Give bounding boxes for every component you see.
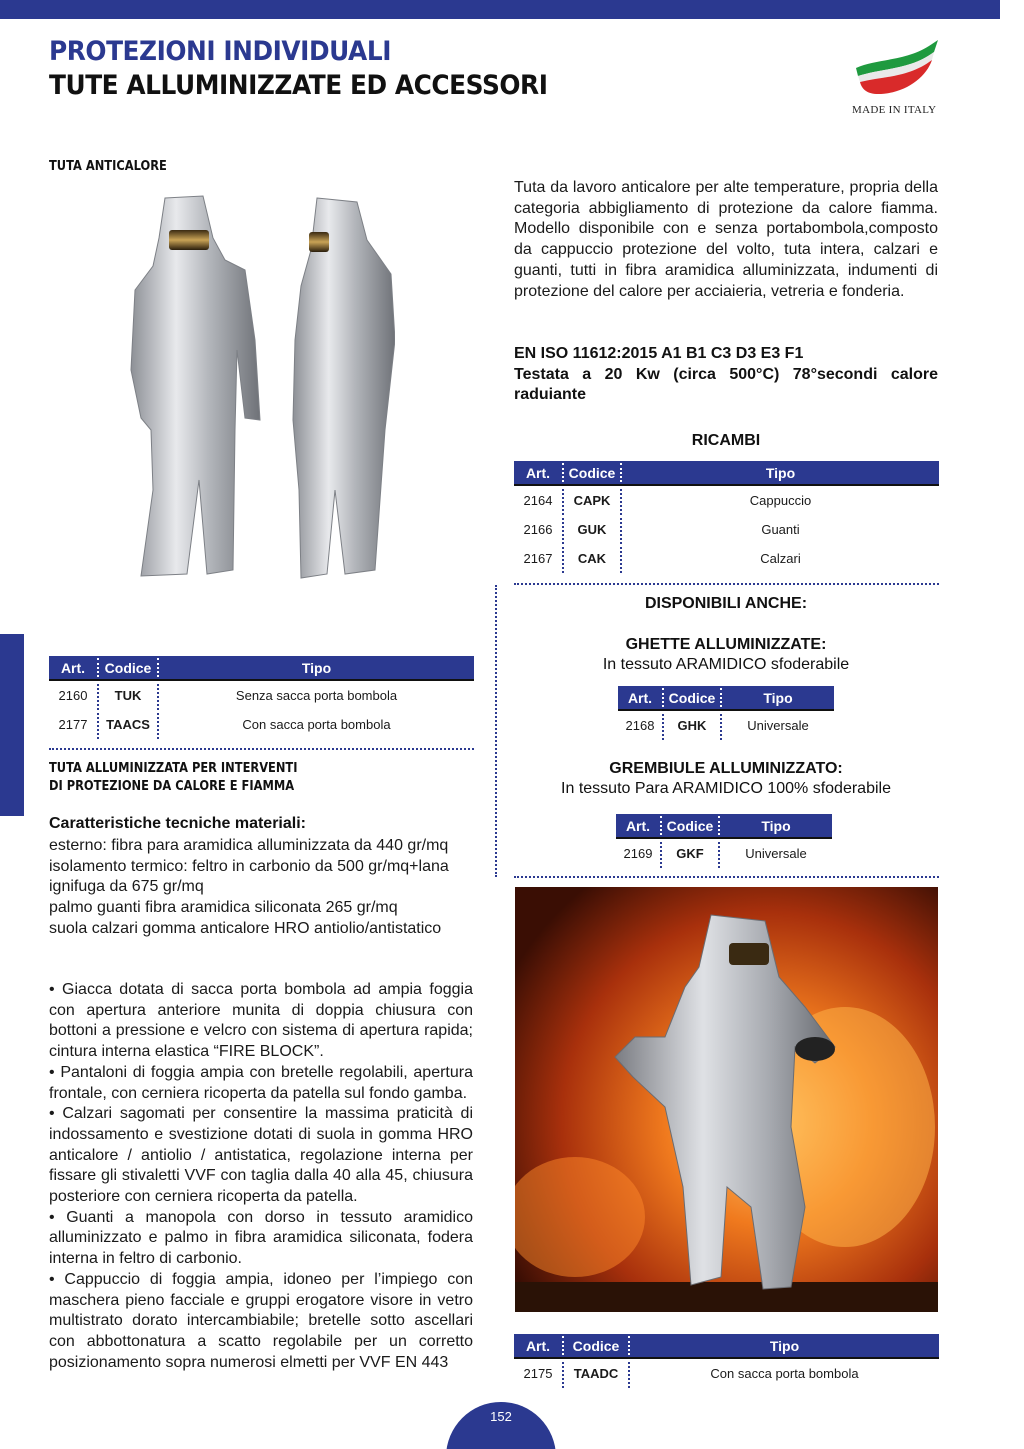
norm-test: Testata a 20 Kw (circa 500°C) 78°secondi calore raduiante bbox=[514, 365, 938, 404]
cell-codice: GKF bbox=[676, 846, 704, 861]
table-header bbox=[49, 656, 474, 681]
cell-art: 2169 bbox=[623, 846, 653, 861]
characteristic-item: suola calzari gomma anticalore HRO antiolio/antistatico bbox=[49, 919, 442, 937]
intervento-table bbox=[514, 1334, 939, 1388]
characteristic-item: esterno: fibra para aramidica alluminizzata da 440 gr/mq bbox=[49, 837, 449, 854]
table-row bbox=[618, 711, 834, 740]
cell-art: 2166 bbox=[523, 522, 553, 537]
grembiule-title: GREMBIULE ALLUMINIZZATO: bbox=[609, 760, 843, 777]
section-label-intervento-1: TUTA ALLUMINIZZATA PER INTERVENTI bbox=[49, 761, 298, 776]
norm-standard: EN ISO 11612:2015 A1 B1 C3 D3 E3 F1 bbox=[514, 345, 804, 362]
table-row bbox=[616, 839, 832, 868]
col-art: Art. bbox=[60, 660, 86, 676]
table-header bbox=[616, 814, 832, 839]
table-header bbox=[514, 1334, 939, 1359]
top-color-bar bbox=[0, 0, 1000, 19]
table-row bbox=[514, 544, 939, 573]
ghette-subtitle: In tessuto ARAMIDICO sfoderabile bbox=[602, 656, 850, 673]
col-codice: Codice bbox=[668, 690, 716, 706]
table-header bbox=[514, 461, 939, 486]
cell-tipo: Guanti bbox=[761, 522, 800, 537]
feature-item: • Pantaloni di foggia ampia con bretelle regolabili, apertura frontale, con cerniera ricoperta da patella sul fondo gamba. bbox=[49, 1063, 473, 1102]
divider-dotted bbox=[49, 748, 474, 750]
cell-tipo: Con sacca porta bombola bbox=[242, 717, 391, 732]
cell-tipo: Con sacca porta bombola bbox=[710, 1366, 859, 1381]
page-title-category: PROTEZIONI INDIVIDUALI bbox=[49, 36, 391, 67]
section-label-intervento-2: DI PROTEZIONE DA CALORE E FIAMMA bbox=[49, 779, 295, 794]
cell-codice: GUK bbox=[577, 522, 607, 537]
cell-codice: TUK bbox=[114, 688, 142, 703]
divider-dotted bbox=[514, 876, 939, 878]
front-visor bbox=[169, 230, 209, 250]
grembiule-subtitle: In tessuto Para ARAMIDICO 100% sfoderabile bbox=[561, 780, 891, 797]
cell-codice: GHK bbox=[677, 718, 707, 733]
table-row bbox=[514, 1359, 939, 1388]
italy-flag-swoosh-icon bbox=[848, 38, 944, 96]
side-section-tab bbox=[0, 634, 24, 816]
made-in-italy-logo bbox=[848, 38, 944, 120]
col-codice: Codice bbox=[572, 1338, 620, 1354]
cell-tipo: Senza sacca porta bombola bbox=[235, 688, 398, 703]
disponibili-title: DISPONIBILI ANCHE: bbox=[644, 595, 808, 612]
ghette-table bbox=[618, 686, 834, 740]
table-header bbox=[618, 686, 834, 711]
firefighter-glove bbox=[795, 1037, 835, 1061]
col-art: Art. bbox=[525, 465, 551, 481]
section-label-tuta-anticalore: TUTA ANTICALORE bbox=[49, 159, 167, 174]
col-codice: Codice bbox=[666, 818, 714, 834]
cell-art: 2177 bbox=[58, 717, 88, 732]
ghette-title: GHETTE ALLUMINIZZATE: bbox=[625, 636, 827, 653]
page-title: TUTE ALLUMINIZZATE ED ACCESSORI bbox=[49, 70, 548, 101]
characteristics-title: Caratteristiche tecniche materiali: bbox=[49, 815, 306, 832]
col-tipo: Tipo bbox=[765, 465, 796, 481]
made-in-italy-caption: MADE IN ITALY bbox=[852, 104, 937, 116]
firefighter-visor bbox=[729, 943, 769, 965]
grembiule-table bbox=[616, 814, 832, 868]
cell-tipo: Cappuccio bbox=[749, 493, 812, 508]
product-norm bbox=[514, 344, 938, 406]
table-row bbox=[514, 486, 939, 515]
cell-art: 2168 bbox=[625, 718, 655, 733]
col-tipo: Tipo bbox=[763, 690, 793, 706]
col-codice: Codice bbox=[568, 465, 616, 481]
feature-item: • Calzari sagomati per consentire la massima praticità di indossamento e svestizione dotati di suola in gomma HRO anticalore / antiolio / antistatica, regolazione interna per fissare gli stivaletti VVF con taglia dalla 40 alla 45, chiusura posteriore con cerniera ricoperta da patella. bbox=[49, 1105, 473, 1206]
ricambi-table bbox=[514, 461, 939, 573]
cell-art: 2167 bbox=[523, 551, 553, 566]
col-tipo: Tipo bbox=[769, 1338, 800, 1354]
characteristic-item: isolamento termico: feltro in carbonio da 500 gr/mq+lana ignifuga da 675 gr/mq bbox=[49, 857, 449, 896]
table-row bbox=[49, 710, 474, 739]
cell-art: 2160 bbox=[58, 688, 88, 703]
ricambi-title: RICAMBI bbox=[691, 432, 761, 449]
cell-codice: TAACS bbox=[106, 717, 150, 732]
cell-art: 2164 bbox=[523, 493, 553, 508]
table-row bbox=[49, 681, 474, 710]
col-art: Art. bbox=[625, 818, 651, 834]
col-codice: Codice bbox=[104, 660, 152, 676]
product-table bbox=[49, 656, 474, 739]
cell-tipo: Universale bbox=[745, 846, 807, 861]
col-art: Art. bbox=[525, 1338, 551, 1354]
cell-codice: CAPK bbox=[573, 493, 611, 508]
feature-item: • Guanti a manopola con dorso in tessuto aramidico alluminizzato e palmo in fibra aramidica siliconata, fodera interna in feltro di carbonio. bbox=[49, 1208, 473, 1268]
page-number: 152 bbox=[490, 1409, 512, 1424]
cell-tipo: Calzari bbox=[760, 551, 801, 566]
side-suit bbox=[293, 198, 395, 578]
cell-codice: CAK bbox=[577, 551, 607, 566]
product-photo-fire bbox=[515, 887, 938, 1312]
features-list bbox=[49, 980, 473, 1373]
product-description: Tuta da lavoro anticalore per alte temperature, propria della categoria abbigliamento di protezione da calore fiamma. Modello disponibile con e senza portabombola,composto da cappuccio protezione del volto, tuta intera, calzari e guanti, tutti in fibra aramidica alluminizzata, indumenti di protezione del calore per acciaieria, vetreria e fonderia. bbox=[514, 179, 938, 300]
col-tipo: Tipo bbox=[301, 660, 332, 676]
cell-art: 2175 bbox=[523, 1366, 553, 1381]
column-divider-dotted bbox=[495, 585, 497, 877]
characteristic-item: palmo guanti fibra aramidica siliconata 265 gr/mq bbox=[49, 899, 398, 917]
side-visor bbox=[309, 232, 329, 252]
front-suit bbox=[131, 196, 260, 576]
product-photo-suits bbox=[95, 190, 395, 590]
cell-tipo: Universale bbox=[747, 718, 809, 733]
cell-codice: TAADC bbox=[573, 1366, 619, 1381]
col-art: Art. bbox=[627, 690, 653, 706]
table-row bbox=[514, 515, 939, 544]
feature-item: • Giacca dotata di sacca porta bombola ad ampia foggia con apertura anteriore munita di doppia chiusura con bottoni a pressione e velcro con sistema di apertura rapida; cintura interna elastica “FIRE BLOCK”. bbox=[49, 981, 473, 1061]
divider-dotted bbox=[514, 583, 939, 585]
feature-item: • Cappuccio di foggia ampia, idoneo per l’impiego con maschera pieno facciale e gruppi erogatore visore in vetro multistrato dorato intercambiabile; bretelle sotto ascellari con abbottonatura a scatto regolabile per un corretto posizionamento sopra numerosi elmetti per VVF EN 443 bbox=[49, 1270, 473, 1371]
characteristics-list bbox=[49, 836, 489, 940]
col-tipo: Tipo bbox=[761, 818, 791, 834]
